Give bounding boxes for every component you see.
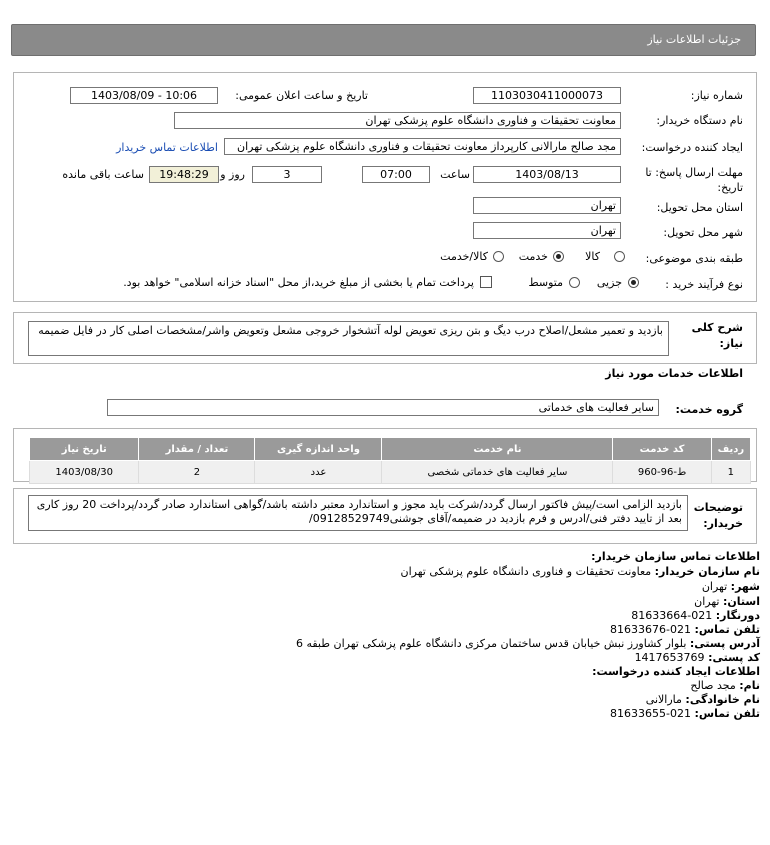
process-medium-radio[interactable] — [569, 277, 580, 288]
contact-phone — [610, 623, 760, 636]
creator-family-value: مارالانی — [645, 693, 682, 706]
description-label: شرح کلی نیاز: — [691, 321, 743, 350]
services-table — [29, 437, 751, 484]
col-name: نام خدمت — [382, 438, 613, 461]
contact-city-label: شهر: — [730, 580, 760, 593]
contact-province — [694, 595, 760, 608]
days-field[interactable]: 3 — [252, 166, 322, 183]
creator-name-label: نام: — [739, 679, 760, 692]
contact-postal-value: 1417653769 — [634, 651, 705, 664]
category-goods-label: کالا — [585, 250, 600, 263]
creator-family — [646, 693, 760, 706]
creator-info-title: اطلاعات ایجاد کننده درخواست: — [592, 665, 760, 678]
deadline-time-field[interactable]: 07:00 — [362, 166, 430, 183]
buyer-contact-link[interactable]: اطلاعات تماس خریدار — [116, 141, 218, 154]
cell-code: ط-96-960 — [613, 461, 711, 484]
days-label: روز و — [220, 168, 245, 181]
contact-address-value: بلوار کشاورز نبش خیابان قدس ساختمان مرکزی دانشگاه علوم پزشکی تهران طبقه 6 — [295, 637, 687, 650]
process-minor-label: جزیی — [596, 276, 622, 289]
need-number-field[interactable]: 1103030411000073 — [473, 87, 621, 104]
cell-date: 1403/08/30 — [30, 461, 139, 484]
creator-phone-value: 021-81633655 — [610, 707, 692, 720]
cell-row: 1 — [711, 461, 750, 484]
contact-postal — [635, 651, 760, 664]
contact-address-label: آدرس پستی: — [689, 637, 760, 650]
cell-unit: عدد — [255, 461, 382, 484]
need-number-label: شماره نیاز: — [690, 89, 743, 102]
contact-title: اطلاعات تماس سازمان خریدار: — [591, 550, 760, 563]
category-both-radio[interactable] — [493, 251, 504, 262]
treasury-text: پرداخت تمام یا بخشی از مبلغ خرید،از محل "اسناد خزانه اسلامی" خواهد بود. — [123, 276, 474, 289]
cell-name: سایر فعالیت های خدماتی شخصی — [382, 461, 613, 484]
announce-field[interactable]: 1403/08/09 - 10:06 — [70, 87, 218, 104]
buyer-org-label: نام دستگاه خریدار: — [656, 114, 743, 127]
category-goods-radio[interactable] — [614, 251, 625, 262]
remaining-time-field: 19:48:29 — [149, 166, 219, 183]
col-qty: تعداد / مقدار — [139, 438, 255, 461]
contact-address — [296, 637, 760, 650]
page-header — [11, 24, 756, 56]
deadline-date-field[interactable]: 1403/08/13 — [473, 166, 621, 183]
province-label: استان محل تحویل: — [656, 201, 743, 214]
col-date: تاریخ نیاز — [30, 438, 139, 461]
remaining-label: ساعت باقی مانده — [62, 168, 144, 181]
service-group-field[interactable]: سایر فعالیت های خدماتی — [107, 399, 659, 416]
creator-name-value: مجد صالح — [690, 679, 736, 692]
city-label: شهر محل تحویل: — [663, 226, 743, 239]
col-unit: واحد اندازه گیری — [255, 438, 382, 461]
notes-label: توضیحات خریدار: — [693, 501, 743, 530]
creator-name — [690, 679, 760, 692]
notes-box: بازدید الزامی است/پیش فاکتور ارسال گردد/شرکت باید مجوز و استاندارد معتبر داشته باشد/گواهی استاندارد صادر گردد/پرداخت 20 روز کاری بعد از تایید دفتر فنی/ادرس و فرم بازدید در ضمیمه/آقای جوشنی09128529749/ — [28, 495, 688, 531]
treasury-checkbox[interactable] — [480, 276, 492, 288]
creator-phone-label: تلفن تماس: — [694, 707, 760, 720]
contact-city — [702, 580, 760, 593]
process-label: نوع فرآیند خرید : — [665, 278, 743, 291]
cell-qty: 2 — [139, 461, 255, 484]
process-medium-label: متوسط — [528, 276, 563, 289]
creator-field[interactable]: مجد صالح مارالانی کارپرداز معاونت تحقیقات و فناوری دانشگاه علوم پزشکی تهران — [224, 138, 621, 155]
announce-label: تاریخ و ساعت اعلان عمومی: — [235, 89, 368, 102]
contact-org — [401, 565, 761, 578]
page-title: جزئیات اطلاعات نیاز — [647, 33, 741, 46]
services-title: اطلاعات خدمات مورد نیاز — [605, 367, 743, 380]
creator-family-label: نام خانوادگی: — [685, 693, 760, 706]
category-service-label: خدمت — [518, 250, 548, 263]
category-both-label: کالا/خدمت — [440, 250, 488, 263]
creator-phone — [610, 707, 760, 720]
col-row: ردیف — [711, 438, 750, 461]
creator-label: ایجاد کننده درخواست: — [641, 141, 743, 154]
service-group-label: گروه خدمت: — [675, 403, 743, 416]
description-box: بازدید و تعمیر مشعل/اصلاح درب دیگ و بتن ریزی تعویض لوله آتشخوار خروجی مشعل وتعویض واشر/مشخصات اصلی کار در فایل ضمیمه — [28, 321, 669, 356]
contact-fax — [631, 609, 760, 622]
table-row[interactable] — [30, 461, 751, 484]
contact-fax-value: 021-81633664 — [631, 609, 713, 622]
process-minor-radio[interactable] — [628, 277, 639, 288]
contact-org-label: نام سازمان خریدار: — [654, 565, 760, 578]
contact-province-value: تهران — [694, 595, 720, 608]
buyer-org-field[interactable]: معاونت تحقیقات و فناوری دانشگاه علوم پزشکی تهران — [174, 112, 621, 129]
time-label: ساعت — [440, 168, 470, 181]
city-field[interactable]: تهران — [473, 222, 621, 239]
category-label: طبقه بندی موضوعی: — [645, 252, 743, 265]
contact-city-value: تهران — [701, 580, 728, 593]
contact-phone-label: تلفن تماس: — [694, 623, 760, 636]
province-field[interactable]: تهران — [473, 197, 621, 214]
category-service-radio[interactable] — [553, 251, 564, 262]
deadline-label: مهلت ارسال پاسخ: تا تاریخ: — [645, 166, 743, 194]
contact-phone-value: 021-81633676 — [610, 623, 692, 636]
contact-fax-label: دورنگار: — [715, 609, 760, 622]
contact-org-value: معاونت تحقیقات و فناوری دانشگاه علوم پزشکی تهران — [400, 565, 652, 578]
col-code: کد خدمت — [613, 438, 711, 461]
contact-postal-label: کد پستی: — [708, 651, 760, 664]
contact-province-label: استان: — [723, 595, 760, 608]
